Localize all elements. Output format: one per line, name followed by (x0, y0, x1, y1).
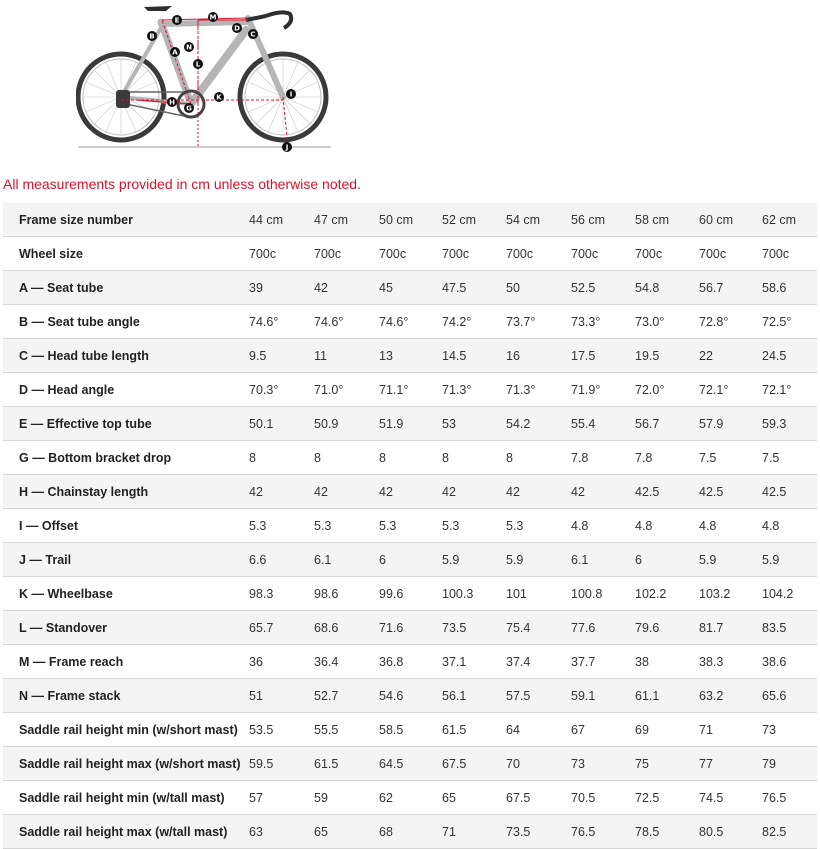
table-cell: 101 (504, 577, 569, 611)
rear-derailleur (116, 90, 130, 108)
table-cell: 68 (377, 815, 440, 849)
table-cell: 57.9 (697, 407, 760, 441)
row-label: Saddle rail height min (w/tall mast) (3, 781, 247, 815)
table-cell: 5.3 (377, 509, 440, 543)
table-cell: 71 (440, 815, 504, 849)
table-cell: 80.5 (697, 815, 760, 849)
table-cell: 73.5 (504, 815, 569, 849)
svg-text:N: N (186, 43, 192, 52)
table-cell: 60 cm (697, 203, 760, 237)
row-label: M — Frame reach (3, 645, 247, 679)
marker-n (184, 42, 194, 52)
table-row (3, 407, 817, 441)
row-label: K — Wheelbase (3, 577, 247, 611)
table-row (3, 781, 817, 815)
table-cell: 59.3 (760, 407, 817, 441)
table-cell: 51 (247, 679, 312, 713)
table-cell: 50 (504, 271, 569, 305)
table-cell: 72.5° (760, 305, 817, 339)
table-cell: 19.5 (633, 339, 697, 373)
table-cell: 54.6 (377, 679, 440, 713)
svg-text:M: M (209, 13, 217, 22)
table-cell: 5.3 (504, 509, 569, 543)
table-cell: 72.8° (697, 305, 760, 339)
table-cell: 700c (760, 237, 817, 271)
marker-j (282, 142, 292, 152)
table-cell: 4.8 (633, 509, 697, 543)
row-label: Wheel size (3, 237, 247, 271)
marker-b (147, 31, 157, 41)
handlebar (266, 12, 291, 28)
table-cell: 71 (697, 713, 760, 747)
table-cell: 72.1° (697, 373, 760, 407)
table-cell: 700c (377, 237, 440, 271)
table-cell: 38.6 (760, 645, 817, 679)
table-row (3, 373, 817, 407)
table-cell: 36.4 (312, 645, 377, 679)
table-cell: 6.1 (569, 543, 633, 577)
table-cell: 69 (633, 713, 697, 747)
marker-g (184, 103, 194, 113)
table-cell: 4.8 (760, 509, 817, 543)
row-label: Frame size number (3, 203, 247, 237)
svg-text:A: A (172, 48, 178, 57)
table-cell: 700c (440, 237, 504, 271)
row-label: A — Seat tube (3, 271, 247, 305)
table-cell: 77.6 (569, 611, 633, 645)
table-cell: 65 (440, 781, 504, 815)
table-cell: 78.5 (633, 815, 697, 849)
row-label: I — Offset (3, 509, 247, 543)
table-cell: 24.5 (760, 339, 817, 373)
table-cell: 67 (569, 713, 633, 747)
table-cell: 54.8 (633, 271, 697, 305)
table-row (3, 271, 817, 305)
table-cell: 61.5 (312, 747, 377, 781)
table-cell: 50.1 (247, 407, 312, 441)
table-cell: 74.5 (697, 781, 760, 815)
marker-d (232, 23, 242, 33)
marker-h (167, 97, 177, 107)
table-cell: 4.8 (569, 509, 633, 543)
table-row (3, 543, 817, 577)
table-cell: 8 (504, 441, 569, 475)
table-cell: 67.5 (440, 747, 504, 781)
table-cell: 68.6 (312, 611, 377, 645)
table-row (3, 441, 817, 475)
table-cell: 42.5 (760, 475, 817, 509)
table-row (3, 475, 817, 509)
table-cell: 71.3° (440, 373, 504, 407)
table-row (3, 747, 817, 781)
table-cell: 100.3 (440, 577, 504, 611)
table-cell: 71.9° (569, 373, 633, 407)
row-label: D — Head angle (3, 373, 247, 407)
table-cell: 55.5 (312, 713, 377, 747)
table-row (3, 679, 817, 713)
table-cell: 5.3 (440, 509, 504, 543)
table-cell: 59 (312, 781, 377, 815)
table-cell: 56 cm (569, 203, 633, 237)
table-cell: 16 (504, 339, 569, 373)
table-cell: 100.8 (569, 577, 633, 611)
table-cell: 7.8 (633, 441, 697, 475)
table-cell: 5.9 (504, 543, 569, 577)
marker-i (286, 89, 296, 99)
svg-text:L: L (195, 60, 201, 69)
svg-text:B: B (149, 32, 155, 41)
marker-m (208, 12, 218, 22)
table-cell: 42 (569, 475, 633, 509)
table-cell: 61.5 (440, 713, 504, 747)
table-cell: 83.5 (760, 611, 817, 645)
table-cell: 11 (312, 339, 377, 373)
table-cell: 7.5 (760, 441, 817, 475)
table-cell: 62 (377, 781, 440, 815)
table-cell: 72.5 (633, 781, 697, 815)
table-cell: 54.2 (504, 407, 569, 441)
table-cell: 5.3 (247, 509, 312, 543)
table-cell: 71.0° (312, 373, 377, 407)
svg-text:C: C (250, 30, 256, 39)
table-cell: 42.5 (633, 475, 697, 509)
table-cell: 55.4 (569, 407, 633, 441)
table-row (3, 713, 817, 747)
row-label: C — Head tube length (3, 339, 247, 373)
marker-k (214, 92, 224, 102)
table-row (3, 815, 817, 849)
table-cell: 73 (760, 713, 817, 747)
svg-text:K: K (216, 93, 222, 102)
table-cell: 58.5 (377, 713, 440, 747)
table-cell: 75 (633, 747, 697, 781)
table-cell: 71.3° (504, 373, 569, 407)
table-row (3, 577, 817, 611)
table-row (3, 339, 817, 373)
table-cell: 58.6 (760, 271, 817, 305)
table-row (3, 305, 817, 339)
table-cell: 73.5 (440, 611, 504, 645)
table-cell: 44 cm (247, 203, 312, 237)
marker-e (172, 15, 182, 25)
table-row (3, 509, 817, 543)
bike-geometry-diagram (76, 0, 336, 152)
table-cell: 47 cm (312, 203, 377, 237)
table-cell: 5.9 (697, 543, 760, 577)
table-cell: 42 (312, 475, 377, 509)
table-cell: 8 (247, 441, 312, 475)
svg-text:G: G (186, 104, 192, 113)
table-cell: 79 (760, 747, 817, 781)
table-cell: 74.2° (440, 305, 504, 339)
table-row (3, 203, 817, 237)
table-cell: 56.7 (633, 407, 697, 441)
table-cell: 36 (247, 645, 312, 679)
table-cell: 82.5 (760, 815, 817, 849)
table-cell: 70.5 (569, 781, 633, 815)
table-cell: 71.1° (377, 373, 440, 407)
table-cell: 700c (504, 237, 569, 271)
table-cell: 64.5 (377, 747, 440, 781)
table-cell: 54 cm (504, 203, 569, 237)
table-cell: 70.3° (247, 373, 312, 407)
table-cell: 700c (247, 237, 312, 271)
table-cell: 98.6 (312, 577, 377, 611)
table-row (3, 611, 817, 645)
table-cell: 53 (440, 407, 504, 441)
table-cell: 65.6 (760, 679, 817, 713)
table-cell: 5.3 (312, 509, 377, 543)
table-cell: 7.5 (697, 441, 760, 475)
table-cell: 102.2 (633, 577, 697, 611)
saddle (144, 6, 172, 11)
measurement-note: All measurements provided in cm unless otherwise noted. (3, 176, 361, 192)
table-cell: 73 (569, 747, 633, 781)
table-cell: 22 (697, 339, 760, 373)
row-label: B — Seat tube angle (3, 305, 247, 339)
table-cell: 13 (377, 339, 440, 373)
table-cell: 74.6° (247, 305, 312, 339)
table-cell: 37.7 (569, 645, 633, 679)
table-cell: 62 cm (760, 203, 817, 237)
table-cell: 52.7 (312, 679, 377, 713)
table-cell: 104.2 (760, 577, 817, 611)
table-cell: 76.5 (569, 815, 633, 849)
table-cell: 72.1° (760, 373, 817, 407)
table-cell: 65 (312, 815, 377, 849)
table-cell: 6.6 (247, 543, 312, 577)
table-cell: 71.6 (377, 611, 440, 645)
table-cell: 64 (504, 713, 569, 747)
table-cell: 74.6° (312, 305, 377, 339)
table-cell: 53.5 (247, 713, 312, 747)
table-cell: 58 cm (633, 203, 697, 237)
table-cell: 67.5 (504, 781, 569, 815)
row-label: J — Trail (3, 543, 247, 577)
table-cell: 99.6 (377, 577, 440, 611)
row-label: Saddle rail height max (w/short mast) (3, 747, 247, 781)
row-label: N — Frame stack (3, 679, 247, 713)
marker-l (193, 59, 203, 69)
table-cell: 9.5 (247, 339, 312, 373)
table-cell: 5.9 (440, 543, 504, 577)
table-cell: 57 (247, 781, 312, 815)
table-cell: 98.3 (247, 577, 312, 611)
svg-text:J: J (285, 143, 289, 152)
table-cell: 42 (440, 475, 504, 509)
table-cell: 75.4 (504, 611, 569, 645)
bike-illustration (76, 0, 336, 152)
table-cell: 8 (312, 441, 377, 475)
table-cell: 42 (377, 475, 440, 509)
table-cell: 74.6° (377, 305, 440, 339)
svg-text:E: E (174, 16, 180, 25)
table-cell: 8 (440, 441, 504, 475)
table-cell: 70 (504, 747, 569, 781)
marker-c (248, 29, 258, 39)
table-cell: 103.2 (697, 577, 760, 611)
table-cell: 7.8 (569, 441, 633, 475)
row-label: G — Bottom bracket drop (3, 441, 247, 475)
table-cell: 50.9 (312, 407, 377, 441)
row-label: H — Chainstay length (3, 475, 247, 509)
svg-text:I: I (289, 90, 293, 99)
table-cell: 36.8 (377, 645, 440, 679)
row-label: L — Standover (3, 611, 247, 645)
table-cell: 37.1 (440, 645, 504, 679)
table-cell: 57.5 (504, 679, 569, 713)
table-cell: 700c (697, 237, 760, 271)
svg-text:D: D (234, 24, 240, 33)
geometry-table (3, 203, 817, 849)
table-cell: 76.5 (760, 781, 817, 815)
table-cell: 73.3° (569, 305, 633, 339)
table-cell: 59.5 (247, 747, 312, 781)
svg-text:H: H (169, 98, 175, 107)
table-cell: 42 (504, 475, 569, 509)
table-cell: 17.5 (569, 339, 633, 373)
table-cell: 6 (377, 543, 440, 577)
row-label: Saddle rail height max (w/tall mast) (3, 815, 247, 849)
table-cell: 73.7° (504, 305, 569, 339)
table-cell: 42.5 (697, 475, 760, 509)
table-cell: 8 (377, 441, 440, 475)
table-cell: 45 (377, 271, 440, 305)
table-cell: 51.9 (377, 407, 440, 441)
table-row (3, 645, 817, 679)
table-cell: 47.5 (440, 271, 504, 305)
table-cell: 73.0° (633, 305, 697, 339)
table-cell: 65.7 (247, 611, 312, 645)
table-cell: 4.8 (697, 509, 760, 543)
table-cell: 79.6 (633, 611, 697, 645)
table-cell: 63 (247, 815, 312, 849)
table-cell: 52 cm (440, 203, 504, 237)
table-cell: 77 (697, 747, 760, 781)
table-cell: 72.0° (633, 373, 697, 407)
table-cell: 700c (312, 237, 377, 271)
geometry-table-body (3, 203, 817, 849)
table-row (3, 237, 817, 271)
table-cell: 61.1 (633, 679, 697, 713)
table-cell: 38.3 (697, 645, 760, 679)
table-cell: 56.1 (440, 679, 504, 713)
table-cell: 63.2 (697, 679, 760, 713)
table-cell: 6.1 (312, 543, 377, 577)
table-cell: 38 (633, 645, 697, 679)
row-label: Saddle rail height min (w/short mast) (3, 713, 247, 747)
row-label: E — Effective top tube (3, 407, 247, 441)
table-cell: 56.7 (697, 271, 760, 305)
table-cell: 81.7 (697, 611, 760, 645)
table-cell: 42 (247, 475, 312, 509)
table-cell: 59.1 (569, 679, 633, 713)
table-cell: 37.4 (504, 645, 569, 679)
table-cell: 700c (569, 237, 633, 271)
table-cell: 52.5 (569, 271, 633, 305)
table-cell: 39 (247, 271, 312, 305)
table-cell: 14.5 (440, 339, 504, 373)
marker-a (170, 47, 180, 57)
table-cell: 6 (633, 543, 697, 577)
table-cell: 5.9 (760, 543, 817, 577)
table-cell: 50 cm (377, 203, 440, 237)
table-cell: 42 (312, 271, 377, 305)
table-cell: 700c (633, 237, 697, 271)
